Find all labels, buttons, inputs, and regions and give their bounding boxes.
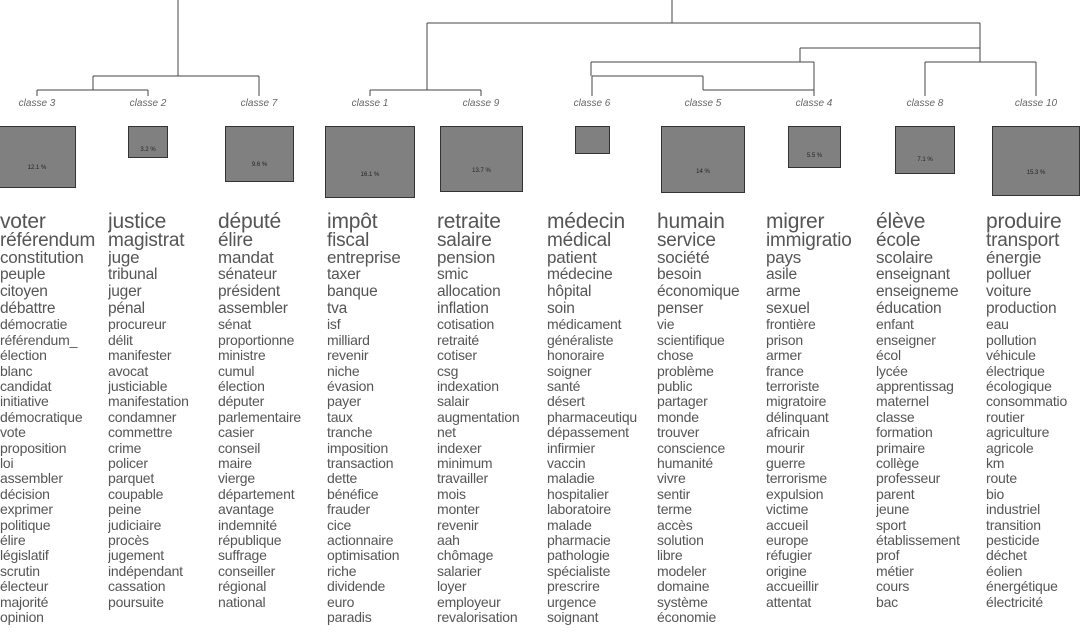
word-item: procureur xyxy=(108,316,167,333)
word-item: médecine xyxy=(547,266,613,284)
word-item: mourir xyxy=(766,439,805,456)
word-item: europe xyxy=(766,531,809,548)
word-item: laboratoire xyxy=(547,501,611,518)
word-item: pharmacie xyxy=(547,531,611,548)
word-column xyxy=(218,212,330,642)
word-column xyxy=(327,212,439,642)
word-item: économie xyxy=(657,609,717,626)
class-bar xyxy=(992,126,1080,196)
word-item: constitution xyxy=(0,248,84,267)
word-item: agriculture xyxy=(986,424,1050,441)
word-item: évasion xyxy=(327,377,374,394)
word-item: sénateur xyxy=(218,266,277,284)
word-item: partager xyxy=(657,393,708,410)
word-item: optimisation xyxy=(327,547,400,564)
word-item: patient xyxy=(547,248,597,267)
word-item: scientifique xyxy=(657,331,725,348)
word-item: eau xyxy=(986,316,1009,333)
word-item: énergie xyxy=(986,248,1042,267)
word-column xyxy=(657,212,769,642)
word-item: débattre xyxy=(0,300,56,318)
word-item: cumul xyxy=(218,362,255,379)
word-item: assembler xyxy=(218,300,288,318)
word-item: élection xyxy=(0,347,47,364)
word-item: cice xyxy=(327,516,352,533)
word-item: fiscal xyxy=(327,229,370,251)
word-item: prison xyxy=(766,331,803,348)
word-item: penser xyxy=(657,300,704,318)
word-item: dépassement xyxy=(547,424,629,441)
word-item: humain xyxy=(657,212,725,233)
word-item: pharmaceutiqu xyxy=(547,408,638,425)
word-item: accueil xyxy=(766,516,809,533)
word-item: asile xyxy=(766,266,797,284)
word-item: pension xyxy=(437,248,496,267)
word-item: scrutin xyxy=(0,562,40,579)
bar-percent-label: 12.1 % xyxy=(27,165,47,171)
word-item: république xyxy=(218,531,282,548)
word-item: inflation xyxy=(437,300,489,318)
word-item: revalorisation xyxy=(437,609,518,626)
word-item: terroriste xyxy=(766,377,820,394)
word-item: aah xyxy=(437,531,460,548)
word-column xyxy=(876,212,988,642)
word-item: élire xyxy=(218,229,253,251)
word-item: énergétique xyxy=(986,578,1058,595)
word-item: route xyxy=(986,470,1017,487)
word-item: libre xyxy=(657,547,683,564)
word-item: arme xyxy=(766,283,801,301)
class-bar xyxy=(225,126,294,182)
word-item: initiative xyxy=(0,393,49,410)
word-item: impôt xyxy=(327,212,378,233)
word-item: électricité xyxy=(986,593,1043,610)
word-item: riche xyxy=(327,562,357,579)
word-item: transition xyxy=(986,516,1041,533)
word-item: frontière xyxy=(766,316,816,333)
word-item: député xyxy=(218,212,282,233)
word-item: blanc xyxy=(0,362,33,379)
word-item: transaction xyxy=(327,454,394,471)
word-item: bio xyxy=(986,485,1005,502)
word-item: minimum xyxy=(437,454,493,471)
word-item: prof xyxy=(876,547,900,564)
word-item: travailler xyxy=(437,470,488,487)
word-item: manifestation xyxy=(108,393,189,410)
word-item: tribunal xyxy=(108,266,158,284)
word-item: enseignant xyxy=(876,266,950,284)
word-item: sentir xyxy=(657,485,691,502)
word-item: frauder xyxy=(327,501,370,518)
word-item: soigner xyxy=(547,362,592,379)
word-item: parent xyxy=(876,485,915,502)
word-item: parlementaire xyxy=(218,408,301,425)
word-item: loi xyxy=(0,454,14,471)
class-label: classe 7 xyxy=(240,98,278,109)
word-item: président xyxy=(218,283,280,301)
class-label: classe 2 xyxy=(129,98,167,109)
word-item: immigratio xyxy=(766,229,852,251)
bar-percent-label: 7.1 % xyxy=(917,157,933,163)
word-item: solution xyxy=(657,531,704,548)
word-item: csg xyxy=(437,362,459,379)
word-item: apprentissag xyxy=(876,377,954,394)
word-item: juger xyxy=(108,283,142,301)
word-item: réfugier xyxy=(766,547,812,564)
word-item: domaine xyxy=(657,578,710,595)
word-item: migrer xyxy=(766,212,825,233)
word-item: parquet xyxy=(108,470,155,487)
word-item: indépendant xyxy=(108,562,183,579)
word-item: peuple xyxy=(0,266,46,284)
word-item: accueillir xyxy=(766,578,819,595)
word-item: députer xyxy=(218,393,265,410)
word-item: formation xyxy=(876,424,933,441)
word-item: crime xyxy=(108,439,142,456)
word-item: soin xyxy=(547,300,575,318)
word-item: tva xyxy=(327,300,348,318)
word-item: conscience xyxy=(657,439,726,456)
word-item: pesticide xyxy=(986,531,1040,548)
word-item: urgence xyxy=(547,593,597,610)
word-item: véhicule xyxy=(986,347,1036,364)
word-item: médical xyxy=(547,229,612,251)
word-item: établissement xyxy=(876,531,960,548)
class-bar xyxy=(0,126,76,188)
word-item: victime xyxy=(766,501,809,518)
word-item: entreprise xyxy=(327,248,401,267)
word-item: km xyxy=(986,454,1005,471)
word-item: généraliste xyxy=(547,331,614,348)
word-item: production xyxy=(986,300,1057,318)
word-item: électeur xyxy=(0,578,49,595)
word-item: origine xyxy=(766,562,807,579)
word-item: retraité xyxy=(437,331,479,348)
word-item: démocratique xyxy=(0,408,83,425)
word-column xyxy=(108,212,220,642)
word-item: délinquant xyxy=(766,408,829,425)
word-item: indemnité xyxy=(218,516,277,533)
word-item: monde xyxy=(657,408,699,425)
word-item: société xyxy=(657,248,710,267)
word-item: banque xyxy=(327,283,378,301)
class-bar xyxy=(895,126,955,174)
word-column xyxy=(547,212,659,642)
word-item: public xyxy=(657,377,693,394)
word-item: métier xyxy=(876,562,914,579)
word-item: jugement xyxy=(108,547,164,564)
word-item: besoin xyxy=(657,266,702,284)
word-item: soignant xyxy=(547,609,599,626)
class-bar xyxy=(575,126,610,154)
word-item: guerre xyxy=(766,454,806,471)
word-item: loyer xyxy=(437,578,467,595)
word-item: collège xyxy=(876,454,919,471)
word-item: salair xyxy=(437,393,470,410)
word-item: bac xyxy=(876,593,898,610)
word-item: national xyxy=(218,593,266,610)
class-label: classe 4 xyxy=(795,98,833,109)
word-item: sexuel xyxy=(766,300,810,318)
word-item: proposition xyxy=(0,439,67,456)
word-item: procès xyxy=(108,531,149,548)
word-item: chose xyxy=(657,347,694,364)
word-item: pollution xyxy=(986,331,1037,348)
class-label: classe 10 xyxy=(1014,98,1058,109)
word-item: humanité xyxy=(657,454,713,471)
word-item: médicament xyxy=(547,316,622,333)
class-label: classe 3 xyxy=(18,98,56,109)
word-item: service xyxy=(657,229,716,251)
word-item: prescrire xyxy=(547,578,600,595)
word-item: policer xyxy=(108,454,148,471)
bar-percent-label: 13.7 % xyxy=(472,168,491,174)
word-item: retraite xyxy=(437,212,501,233)
word-item: professeur xyxy=(876,470,941,487)
word-item: indexer xyxy=(437,439,482,456)
word-item: terrorisme xyxy=(766,470,828,487)
word-item: cotiser xyxy=(437,347,477,364)
word-item: revenir xyxy=(327,347,369,364)
word-item: migratoire xyxy=(766,393,827,410)
word-item: industriel xyxy=(986,501,1041,518)
class-bar xyxy=(325,126,415,198)
word-item: vierge xyxy=(218,470,255,487)
word-item: taxer xyxy=(327,266,361,284)
class-bar xyxy=(440,126,523,192)
word-item: armer xyxy=(766,347,802,364)
word-item: suffrage xyxy=(218,547,267,564)
word-item: éolien xyxy=(986,562,1023,579)
word-item: terme xyxy=(657,501,692,518)
word-item: manifester xyxy=(108,347,172,364)
word-item: france xyxy=(766,362,804,379)
word-item: bénéfice xyxy=(327,485,379,502)
word-item: déchet xyxy=(986,547,1027,564)
word-item: pays xyxy=(766,248,802,267)
word-item: justice xyxy=(108,212,167,233)
word-item: conseiller xyxy=(218,562,276,579)
word-item: maladie xyxy=(547,470,595,487)
word-item: médecin xyxy=(547,212,625,233)
word-item: africain xyxy=(766,424,810,441)
word-item: payer xyxy=(327,393,362,410)
word-item: élection xyxy=(218,377,265,394)
word-item: mandat xyxy=(218,248,274,267)
word-item: dette xyxy=(327,470,358,487)
word-item: milliard xyxy=(327,331,370,348)
class-bar xyxy=(128,126,168,158)
word-item: cassation xyxy=(108,578,166,595)
word-item: exprimer xyxy=(0,501,53,518)
word-column xyxy=(766,212,878,642)
word-item: système xyxy=(657,593,708,610)
word-item: hospitalier xyxy=(547,485,609,502)
word-item: accès xyxy=(657,516,693,533)
word-item: niche xyxy=(327,362,360,379)
word-item: cotisation xyxy=(437,316,495,333)
class-bar xyxy=(788,126,841,168)
word-item: école xyxy=(876,229,921,251)
word-item: spécialiste xyxy=(547,562,611,579)
class-label: classe 5 xyxy=(684,98,722,109)
word-item: justiciable xyxy=(108,377,168,394)
word-item: sport xyxy=(876,516,907,533)
word-item: modeler xyxy=(657,562,707,579)
word-item: régional xyxy=(218,578,267,595)
word-item: proportionne xyxy=(218,331,295,348)
word-column xyxy=(437,212,549,642)
word-item: transport xyxy=(986,229,1060,251)
class-label: classe 8 xyxy=(906,98,944,109)
word-item: écologique xyxy=(986,377,1052,394)
bar-percent-label: 5.5 % xyxy=(806,153,823,159)
word-item: démocratie xyxy=(0,316,68,333)
word-item: hôpital xyxy=(547,283,592,301)
word-item: jeune xyxy=(876,501,910,518)
word-item: attentat xyxy=(766,593,812,610)
word-item: citoyen xyxy=(0,283,48,301)
word-item: tranche xyxy=(327,424,373,441)
word-item: dividende xyxy=(327,578,386,595)
word-item: enseigneme xyxy=(876,283,959,301)
word-item: sénat xyxy=(218,316,252,333)
word-item: malade xyxy=(547,516,592,533)
word-item: problème xyxy=(657,362,714,379)
word-item: taux xyxy=(327,408,353,425)
word-item: expulsion xyxy=(766,485,824,502)
word-item: salarier xyxy=(437,562,482,579)
word-item: département xyxy=(218,485,295,502)
word-item: magistrat xyxy=(108,229,185,251)
word-item: décision xyxy=(0,485,50,502)
bar-percent-label: 16.1 % xyxy=(360,172,380,178)
word-item: paradis xyxy=(327,609,372,626)
word-item: maire xyxy=(218,454,253,471)
word-item: pénal xyxy=(108,300,145,318)
word-item: euro xyxy=(327,593,355,610)
word-item: revenir xyxy=(437,516,479,533)
word-item: condamner xyxy=(108,408,177,425)
word-item: classe xyxy=(876,408,915,425)
word-item: électrique xyxy=(986,362,1045,379)
word-item: agricole xyxy=(986,439,1034,456)
word-item: juge xyxy=(108,248,140,267)
word-item: lycée xyxy=(876,362,908,379)
word-item: consommatio xyxy=(986,393,1068,410)
word-item: infirmier xyxy=(547,439,595,456)
word-item: peine xyxy=(108,501,142,518)
word-item: délit xyxy=(108,331,133,348)
word-item: opinion xyxy=(0,609,44,626)
word-item: élève xyxy=(876,212,926,233)
word-item: conseil xyxy=(218,439,261,456)
word-column xyxy=(0,212,112,642)
word-item: désert xyxy=(547,393,585,410)
word-item: vaccin xyxy=(547,454,586,471)
word-item: employeur xyxy=(437,593,501,610)
word-item: isf xyxy=(327,316,341,333)
word-item: politique xyxy=(0,516,51,533)
word-item: cours xyxy=(876,578,910,595)
word-item: référendum xyxy=(0,229,96,251)
word-item: santé xyxy=(547,377,581,394)
word-item: salaire xyxy=(437,229,492,251)
word-item: voter xyxy=(0,212,46,233)
word-item: produire xyxy=(986,212,1062,233)
word-item: scolaire xyxy=(876,248,933,267)
word-item: enseigner xyxy=(876,331,936,348)
bar-percent-label: 15.3 % xyxy=(1026,170,1046,176)
word-item: éducation xyxy=(876,300,942,318)
word-item: casier xyxy=(218,424,255,441)
word-item: commettre xyxy=(108,424,173,441)
class-label: classe 9 xyxy=(462,98,500,109)
word-item: imposition xyxy=(327,439,389,456)
class-label: classe 6 xyxy=(573,98,611,109)
word-item: écol xyxy=(876,347,901,364)
word-item: économique xyxy=(657,283,740,301)
word-item: référendum_ xyxy=(0,331,78,348)
word-item: coupable xyxy=(108,485,164,502)
word-item: avocat xyxy=(108,362,149,379)
word-item: voiture xyxy=(986,283,1032,301)
word-item: maternel xyxy=(876,393,929,410)
word-item: pathologie xyxy=(547,547,610,564)
word-item: avantage xyxy=(218,501,275,518)
word-item: judiciaire xyxy=(108,516,162,533)
word-item: polluer xyxy=(986,266,1032,284)
word-item: trouver xyxy=(657,424,700,441)
word-item: monter xyxy=(437,501,480,518)
word-item: smic xyxy=(437,266,469,284)
word-item: vivre xyxy=(657,470,686,487)
word-item: mois xyxy=(437,485,466,502)
word-item: candidat xyxy=(0,377,52,394)
word-item: net xyxy=(437,424,456,441)
word-item: enfant xyxy=(876,316,914,333)
word-item: primaire xyxy=(876,439,925,456)
word-item: vie xyxy=(657,316,675,333)
class-label: classe 1 xyxy=(351,98,389,109)
bar-percent-label: 14 % xyxy=(696,169,710,175)
word-item: vote xyxy=(0,424,26,441)
word-item: routier xyxy=(986,408,1025,425)
word-item: indexation xyxy=(437,377,499,394)
word-item: allocation xyxy=(437,283,501,301)
word-item: honoraire xyxy=(547,347,605,364)
word-item: chômage xyxy=(437,547,494,564)
word-item: majorité xyxy=(0,593,49,610)
word-item: élire xyxy=(0,531,26,548)
word-column xyxy=(986,212,1085,642)
word-item: augmentation xyxy=(437,408,520,425)
word-item: législatif xyxy=(0,547,49,564)
bar-percent-label: 9.6 % xyxy=(251,162,268,168)
word-item: assembler xyxy=(0,470,63,487)
word-item: actionnaire xyxy=(327,531,394,548)
word-item: ministre xyxy=(218,347,266,364)
bar-percent-label: 3.2 % xyxy=(140,147,156,153)
word-item: poursuite xyxy=(108,593,164,610)
class-bar xyxy=(661,126,745,193)
